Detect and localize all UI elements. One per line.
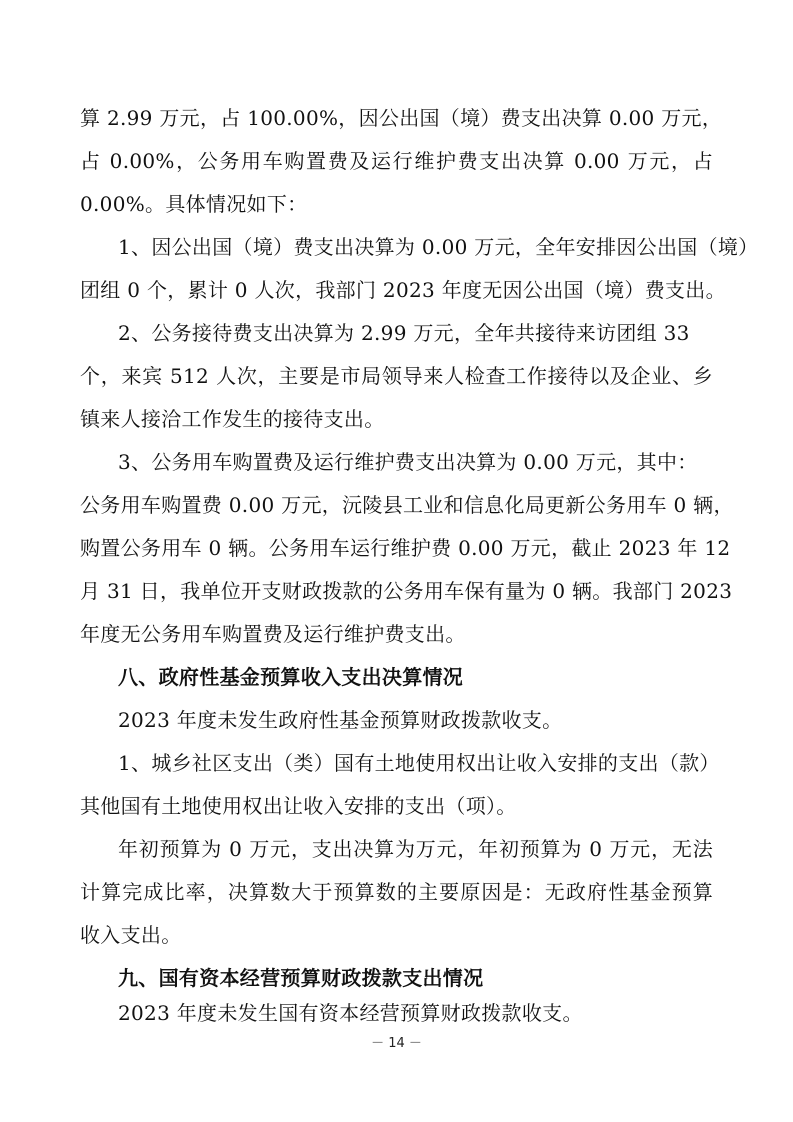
- section-heading: 八、政府性基金预算收入支出决算情况: [118, 665, 464, 689]
- paragraph-line: 公务用车购置费 0.00 万元，沅陵县工业和信息化局更新公务用车 0 辆，: [80, 493, 734, 517]
- paragraph-line: 3、公务用车购置费及运行维护费支出决算为 0.00 万元，其中：: [118, 450, 698, 474]
- paragraph-line: 年初预算为 0 万元，支出决算为万元，年初预算为 0 万元，无法: [118, 837, 713, 861]
- paragraph-line: 算 2.99 万元，占 100.00%，因公出国（境）费支出决算 0.00 万元，: [80, 106, 723, 130]
- paragraph-line: 计算完成比率，决算数大于预算数的主要原因是：无政府性基金预算: [80, 880, 713, 904]
- paragraph-line: 团组 0 个，累计 0 人次，我部门 2023 年度无因公出国（境）费支出。: [80, 278, 726, 302]
- paragraph-line: 1、因公出国（境）费支出决算为 0.00 万元，全年安排因公出国（境）: [118, 235, 759, 259]
- paragraph-line: 2023 年度未发生政府性基金预算财政拨款收支。: [118, 708, 563, 732]
- paragraph-line: 购置公务用车 0 辆。公务用车运行维护费 0.00 万元，截止 2023 年 12: [80, 536, 731, 560]
- paragraph-line: 其他国有土地使用权出让收入安排的支出（项）。: [80, 794, 517, 818]
- paragraph-line: 占 0.00%，公务用车购置费及运行维护费支出决算 0.00 万元，占: [80, 149, 713, 173]
- paragraph-line: 2023 年度未发生国有资本经营预算财政拨款收支。: [118, 1001, 583, 1025]
- paragraph-line: 1、城乡社区支出（类）国有土地使用权出让收入安排的支出（款）: [118, 751, 720, 775]
- paragraph-line: 2、公务接待费支出决算为 2.99 万元，全年共接待来访团组 33: [118, 321, 690, 345]
- paragraph-line: 0.00%。具体情况如下：: [80, 192, 308, 216]
- paragraph-line: 收入支出。: [80, 923, 182, 947]
- paragraph-line: 月 31 日，我单位开支财政拨款的公务用车保有量为 0 辆。我部门 2023: [80, 579, 733, 603]
- paragraph-line: 个，来宾 512 人次，主要是市局领导来人检查工作接待以及企业、乡: [80, 364, 713, 388]
- paragraph-line: 镇来人接洽工作发生的接待支出。: [80, 407, 385, 431]
- section-heading: 九、国有资本经营预算财政拨款支出情况: [118, 966, 484, 990]
- page-number: － 14 －: [371, 1036, 422, 1051]
- paragraph-line: 年度无公务用车购置费及运行维护费支出。: [80, 622, 466, 646]
